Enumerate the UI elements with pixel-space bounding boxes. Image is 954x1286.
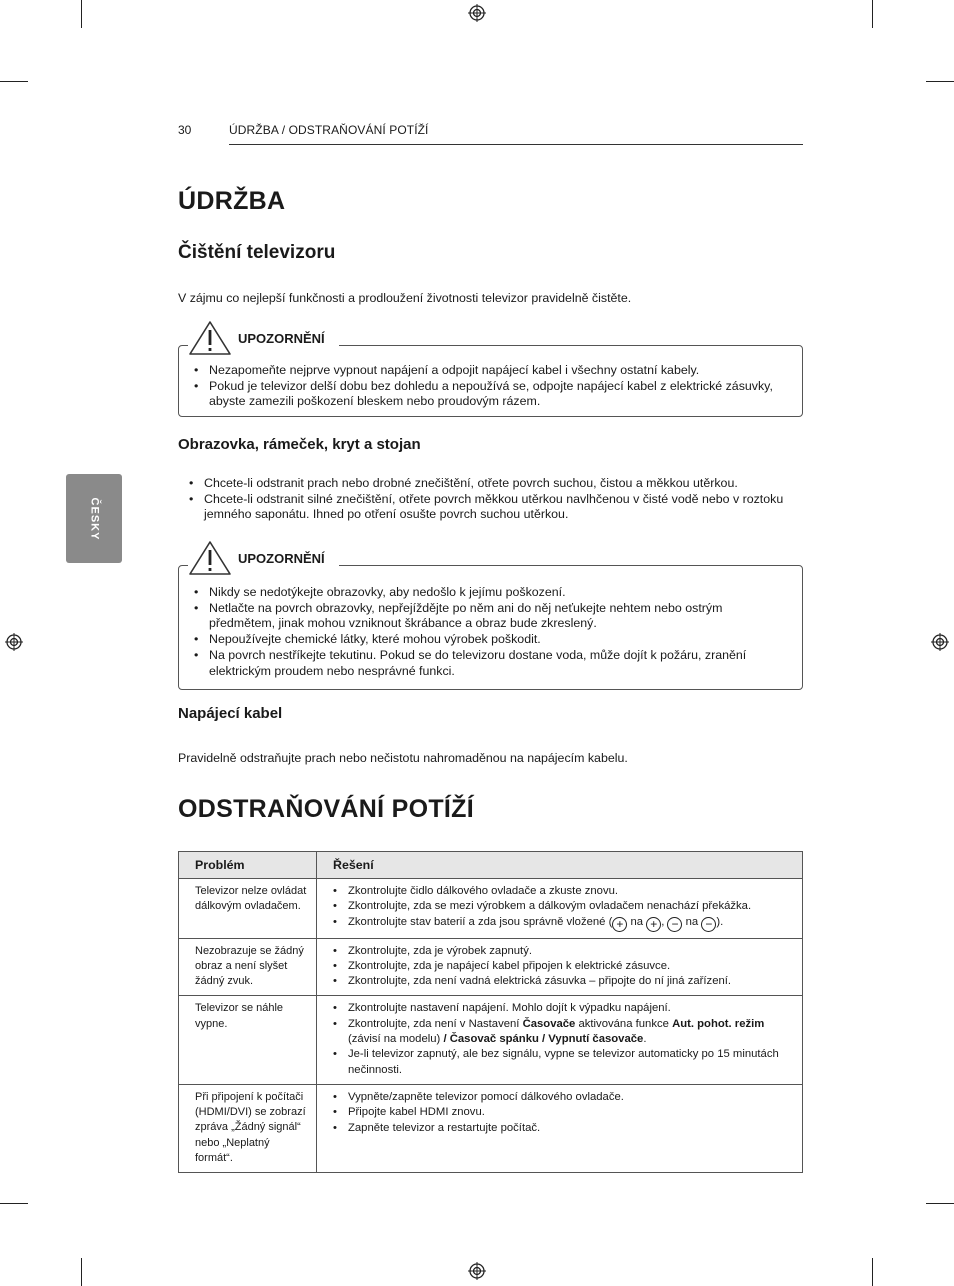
caution-label: UPOZORNĚNÍ [238, 550, 325, 566]
minus-icon: − [701, 917, 716, 932]
crop-mark [926, 1203, 954, 1204]
battery-text: ). [716, 915, 724, 928]
screen-care-list [181, 476, 791, 523]
battery-text: na [627, 915, 647, 928]
caution-list [186, 363, 786, 410]
solution-cell [317, 1084, 803, 1172]
section-title-maintenance: ÚDRŽBA [178, 187, 286, 215]
timer-setting-name: Časovače [522, 1017, 576, 1030]
header-rule [229, 144, 803, 145]
section-title-troubleshooting: ODSTRAŇOVÁNÍ POTÍŽÍ [178, 795, 474, 823]
solution-cell [317, 879, 803, 939]
table-row [179, 879, 803, 939]
caution-list [186, 585, 790, 679]
registration-mark-icon [468, 1262, 486, 1280]
battery-text: na [682, 915, 702, 928]
list-item: • Pokud je televizor delší dobu bez dohledu a nepoužívá se, odpojte napájecí kabel z elektrické zásuvky, abyste zamezili poškození bleskem nebo proudovým rázem. [186, 379, 786, 410]
page-number: 30 [178, 123, 192, 137]
caution-header [188, 320, 339, 356]
crop-mark [81, 0, 82, 28]
caution-header [188, 540, 339, 576]
list-item: • Připojte kabel HDMI znovu. [333, 1105, 794, 1120]
table-row [179, 1084, 803, 1172]
plus-icon: + [646, 917, 661, 932]
crop-mark [0, 1203, 28, 1204]
timer-text: aktivována funkce [575, 1017, 673, 1030]
subsection-title-cleaning: Čištění televizoru [178, 242, 336, 263]
list-item [333, 1017, 794, 1048]
subsection-title-power-cable: Napájecí kabel [178, 705, 283, 722]
list-item: • Nikdy se nedotýkejte obrazovky, aby nedošlo k jejímu poškození. [186, 585, 790, 601]
table-row [179, 938, 803, 996]
list-item: • Zkontrolujte nastavení napájení. Mohlo dojít k výpadku napájení. [333, 1001, 794, 1016]
battery-text: Zkontrolujte stav baterií a zda jsou správně vložené ( [348, 915, 613, 928]
crop-mark [81, 1258, 82, 1286]
list-item: • Zkontrolujte, zda se mezi výrobkem a dálkovým ovladačem nenachází překážka. [333, 899, 794, 914]
problem-cell: Televizor nelze ovládat dálkovým ovladačem. [179, 879, 317, 939]
registration-mark-icon [931, 633, 949, 651]
list-item: • Nepoužívejte chemické látky, které mohou výrobek poškodit. [186, 632, 790, 648]
column-header-problem: Problém [179, 852, 317, 879]
list-item: • Vypněte/zapněte televizor pomocí dálkového ovladače. [333, 1090, 794, 1105]
crop-mark [926, 81, 954, 82]
table-row [179, 996, 803, 1084]
timer-text: Zkontrolujte, zda není v Nastavení [348, 1017, 523, 1030]
power-cable-text: Pravidelně odstraňujte prach nebo nečistotu nahromaděnou na napájecím kabelu. [178, 751, 628, 765]
list-item: • Je-li televizor zapnutý, ale bez signálu, vypne se televizor automaticky po 15 minutách nečinnosti. [333, 1047, 794, 1078]
list-item: • Chcete-li odstranit prach nebo drobné znečištění, otřete povrch suchou, čistou a měkkou utěrkou. [181, 476, 791, 492]
minus-icon: − [667, 917, 682, 932]
crop-mark [872, 0, 873, 28]
language-tab-label-wrap [66, 474, 122, 563]
list-item: • Zkontrolujte, zda není vadná elektrická zásuvka – připojte do ní jiná zařízení. [333, 974, 794, 989]
timer-text: . [643, 1033, 647, 1046]
list-item: • Netlačte na povrch obrazovky, nepřejíždějte po něm ani do něj neťukejte nehtem nebo ostrým předmětem, jinak mohou vzniknout škrábance a obraz bude zkreslený. [186, 601, 790, 632]
sleep-timer-name: / Časovač spánku / Vypnutí časovače [443, 1033, 644, 1046]
list-item [333, 915, 794, 932]
caution-label: UPOZORNĚNÍ [238, 330, 325, 346]
registration-mark-icon [468, 4, 486, 22]
list-item: • Chcete-li odstranit silné znečištění, otřete povrch měkkou utěrkou navlhčenou v čisté vodě nebo v roztoku jemného saponátu. Ihned po otření osušte povrch suchou utěrkou. [181, 492, 791, 523]
troubleshooting-table [178, 851, 803, 1173]
intro-text: V zájmu co nejlepší funkčnosti a prodloužení životnosti televizor pravidelně čistěte. [178, 291, 632, 305]
list-item: • Zapněte televizor a restartujte počítač. [333, 1121, 794, 1136]
problem-cell: Nezobrazuje se žádný obraz a není slyšet žádný zvuk. [179, 938, 317, 996]
running-header: ÚDRŽBA / ODSTRAŇOVÁNÍ POTÍŽÍ [229, 123, 429, 137]
warning-triangle-icon [188, 320, 232, 356]
crop-mark [872, 1258, 873, 1286]
battery-text: , [661, 915, 668, 928]
registration-mark-icon [5, 633, 23, 651]
auto-standby-name: Aut. pohot. režim [672, 1017, 765, 1030]
list-item: • Nezapomeňte nejprve vypnout napájení a odpojit napájecí kabel i všechny ostatní kabely. [186, 363, 786, 379]
crop-mark [0, 81, 28, 82]
timer-text: (závisí na modelu) [348, 1033, 444, 1046]
warning-triangle-icon [188, 540, 232, 576]
table-header-row [179, 852, 803, 879]
list-item: • Zkontrolujte čidlo dálkového ovladače a zkuste znovu. [333, 884, 794, 899]
list-item: • Zkontrolujte, zda je výrobek zapnutý. [333, 944, 794, 959]
list-item: • Zkontrolujte, zda je napájecí kabel připojen k elektrické zásuvce. [333, 959, 794, 974]
subsection-title-screen: Obrazovka, rámeček, kryt a stojan [178, 436, 421, 453]
problem-cell: Při připojení k počítači (HDMI/DVI) se zobrazí zpráva „Žádný signál“ nebo „Neplatný formát“. [179, 1084, 317, 1172]
solution-cell [317, 938, 803, 996]
solution-cell [317, 996, 803, 1084]
problem-cell: Televizor se náhle vypne. [179, 996, 317, 1084]
plus-icon: + [612, 917, 627, 932]
list-item: • Na povrch nestříkejte tekutinu. Pokud se do televizoru dostane voda, může dojít k požáru, zranění elektrickým proudem nebo nesprávné funkci. [186, 648, 790, 679]
column-header-solution: Řešení [317, 852, 803, 879]
language-tab-label: ČESKY [88, 497, 100, 540]
